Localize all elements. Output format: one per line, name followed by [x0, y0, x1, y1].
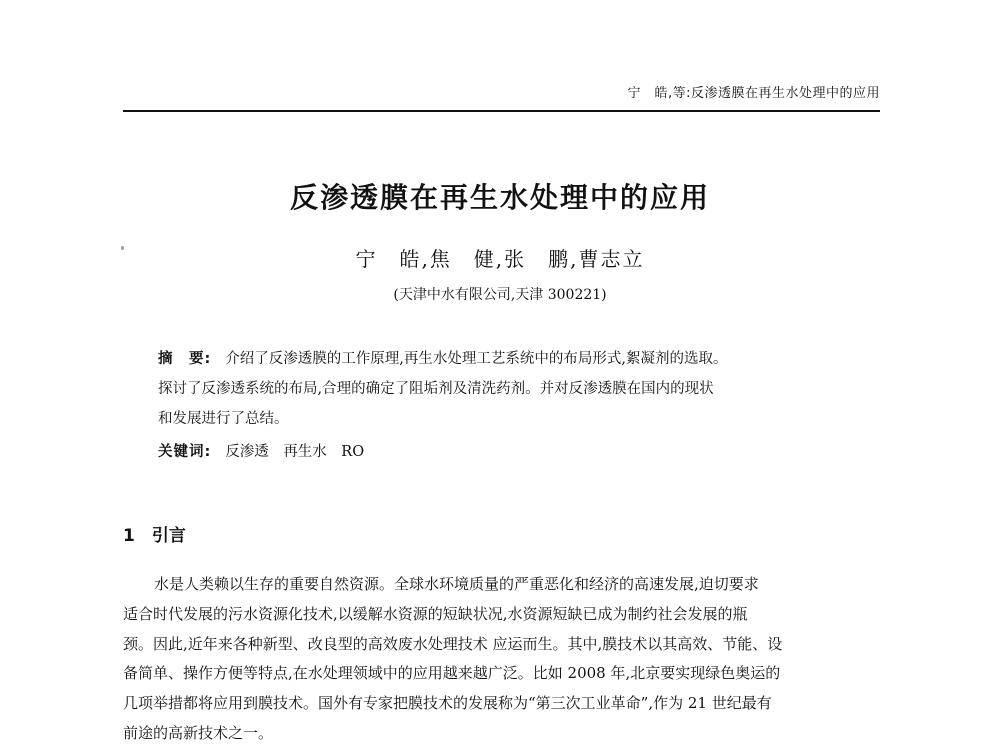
abstract-line-1: [158, 344, 858, 374]
body-line: 几项举措都将应用到膜技术。国外有专家把膜技术的发展称为“第三次工业革命”,作为 21 世纪最有: [123, 694, 772, 713]
header-rule: [123, 110, 880, 112]
body-line: 备简单、操作方便等特点,在水处理领域中的应用越来越广泛。比如 2008 年,北京要实现绿色奥运的: [123, 664, 781, 683]
author-list: 宁 皓,焦 健,张 鹏,曹志立: [355, 247, 645, 271]
body-line: 颈。因此,近年来各种新型、改良型的高效废水处理技术 应运而生。其中,膜技术以其高效、节能、设: [123, 634, 783, 653]
keywords-text: 反渗透 再生水 RO: [225, 444, 365, 460]
keywords-label: 关键词:: [158, 444, 212, 460]
affiliation: (天津中水有限公司,天津 300221): [393, 287, 607, 303]
running-head: 宁 皓,等:反渗透膜在再生水处理中的应用: [627, 86, 880, 101]
abstract: [158, 344, 858, 434]
body-line: 适合时代发展的污水资源化技术,以缓解水资源的短缺状况,水资源短缺已成为制约社会发展的瓶: [123, 604, 748, 623]
abstract-line-2: 探讨了反渗透系统的布局,合理的确定了阻垢剂及清洗药剂。并对反渗透膜在国内的现状: [158, 381, 714, 397]
abstract-text: 介绍了反渗透膜的工作原理,再生水处理工艺系统中的布局形式,絮凝剂的选取。: [225, 351, 728, 367]
section-heading: [123, 521, 186, 546]
abstract-label: 摘 要:: [158, 351, 212, 367]
section-title: 引言: [151, 526, 186, 546]
body-line: 水是人类赖以生存的重要自然资源。全球水环境质量的严重恶化和经济的高速发展,迫切要求: [154, 575, 759, 593]
body-paragraph: [123, 570, 883, 749]
paper-title: 反渗透膜在再生水处理中的应用: [289, 181, 710, 214]
body-line: 前途的高新技术之一。: [123, 723, 274, 742]
section-number: 1: [123, 526, 135, 546]
keywords: [158, 440, 364, 461]
abstract-line-3: 和发展进行了总结。: [158, 411, 289, 427]
